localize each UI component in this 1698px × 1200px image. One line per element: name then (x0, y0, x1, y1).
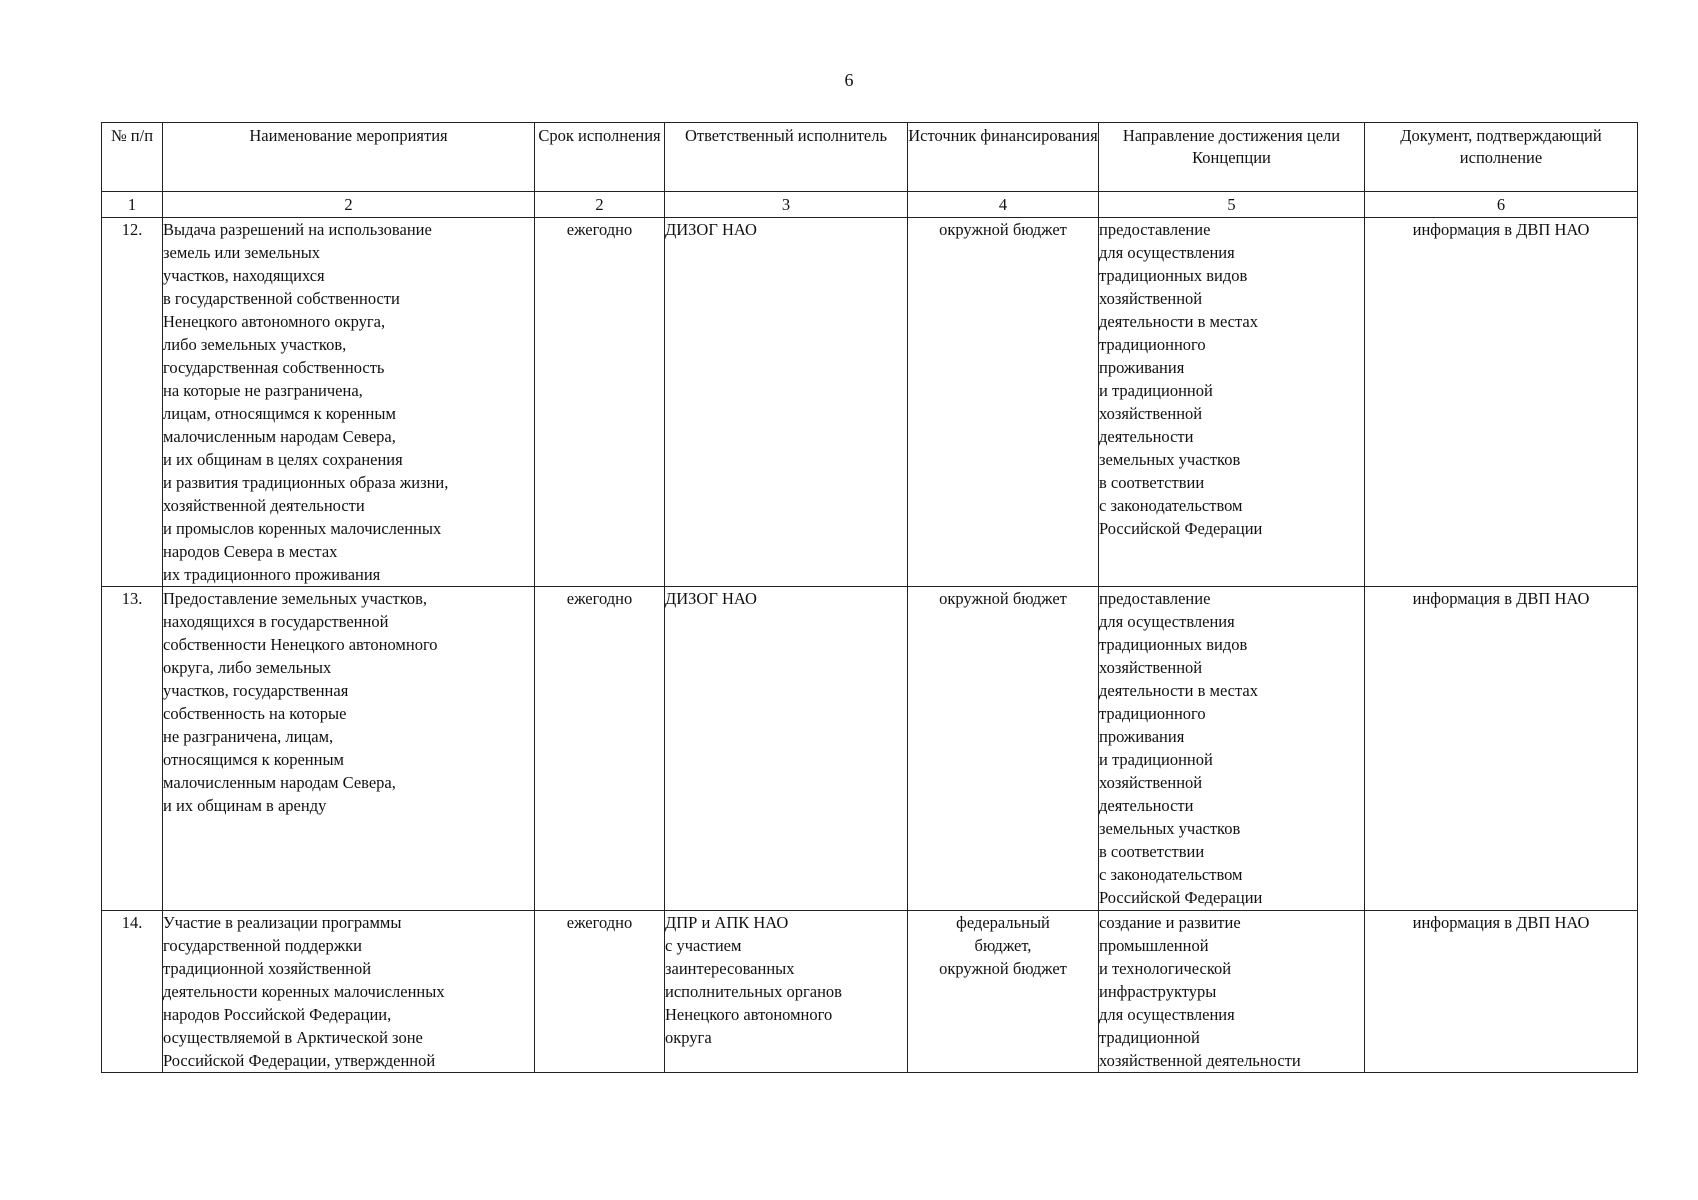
measure-name-line: на которые не разграничена, (163, 381, 363, 400)
header-no: № п/п (102, 123, 163, 192)
concept-direction-line: деятельности в местах (1099, 312, 1258, 331)
term: ежегодно (535, 218, 665, 587)
concept-direction-line: с законодательством (1099, 865, 1243, 884)
concept-direction-line: хозяйственной (1099, 658, 1203, 677)
term: ежегодно (535, 911, 665, 1073)
measure-name-line: в государственной собственности (163, 289, 400, 308)
concept-direction-line: и традиционной (1099, 381, 1213, 400)
measure-name-line: осуществляемой в Арктической зоне (163, 1028, 423, 1047)
concept-direction-line: для осуществления (1099, 612, 1235, 631)
funding-source-line: федеральный (956, 913, 1050, 932)
measure-name-line: Выдача разрешений на использование (163, 220, 432, 239)
measure-name-line: Участие в реализации программы (163, 913, 402, 932)
concept-direction-line: создание и развитие (1099, 913, 1241, 932)
concept-direction-line: традиционного (1099, 704, 1206, 723)
measure-name-line: малочисленным народам Севера, (163, 427, 396, 446)
concept-direction-line: хозяйственной (1099, 773, 1203, 792)
measure-name-line: народов Российской Федерации, (163, 1005, 392, 1024)
executor-line: с участием (665, 936, 742, 955)
concept-direction-line: хозяйственной (1099, 289, 1203, 308)
concept-direction-line: Российской Федерации (1099, 519, 1263, 538)
table-body (102, 218, 1638, 1073)
column-number: 2 (163, 192, 535, 218)
header-source: Источник финансирования (908, 123, 1099, 192)
measure-name-line: собственность на которые (163, 704, 347, 723)
column-number: 5 (1099, 192, 1365, 218)
row-number: 14. (102, 911, 163, 1073)
measure-name-line: и развития традиционных образа жизни, (163, 473, 449, 492)
measure-name-line: хозяйственной деятельности (163, 496, 365, 515)
measures-table (101, 122, 1638, 1073)
concept-direction-line: в соответствии (1099, 842, 1205, 861)
header-document: Документ, подтверждающий исполнение (1365, 123, 1638, 192)
column-number: 3 (665, 192, 908, 218)
concept-direction-line: хозяйственной деятельности (1099, 1051, 1301, 1070)
measure-name-line: народов Севера в местах (163, 542, 338, 561)
concept-direction-line: и традиционной (1099, 750, 1213, 769)
header-executor: Ответственный исполнитель (665, 123, 908, 192)
funding-source (908, 218, 1099, 587)
measure-name-line: малочисленным народам Севера, (163, 773, 396, 792)
funding-source (908, 587, 1099, 911)
executor-line: ДИЗОГ НАО (665, 220, 757, 239)
concept-direction-line: инфраструктуры (1099, 982, 1217, 1001)
measure-name-line: и промыслов коренных малочисленных (163, 519, 442, 538)
concept-direction-line: Российской Федерации (1099, 888, 1263, 907)
row-number: 12. (102, 218, 163, 587)
concept-direction-line: традиционных видов (1099, 266, 1248, 285)
concept-direction-line: деятельности в местах (1099, 681, 1258, 700)
confirming-document: информация в ДВП НАО (1365, 911, 1638, 1073)
concept-direction-line: традиционных видов (1099, 635, 1248, 654)
concept-direction-line: в соответствии (1099, 473, 1205, 492)
measure-name-line: их традиционного проживания (163, 565, 381, 584)
column-number: 1 (102, 192, 163, 218)
row-number: 13. (102, 587, 163, 911)
measure-name-line: и их общинам в аренду (163, 796, 327, 815)
executor (665, 587, 908, 911)
concept-direction-line: деятельности (1099, 427, 1194, 446)
measure-name (163, 911, 535, 1073)
table-row (102, 587, 1638, 911)
measure-name-line: Российской Федерации, утвержденной (163, 1051, 436, 1070)
measure-name-line: либо земельных участков, (163, 335, 347, 354)
concept-direction-line: предоставление (1099, 589, 1211, 608)
executor-line: Ненецкого автономного (665, 1005, 833, 1024)
measure-name-line: Предоставление земельных участков, (163, 589, 428, 608)
concept-direction (1099, 911, 1365, 1073)
executor-line: заинтересованных (665, 959, 795, 978)
measure-name-line: лицам, относящимся к коренным (163, 404, 396, 423)
column-number: 4 (908, 192, 1099, 218)
concept-direction-line: земельных участков (1099, 450, 1241, 469)
term: ежегодно (535, 587, 665, 911)
column-number: 6 (1365, 192, 1638, 218)
measure-name (163, 587, 535, 911)
measure-name-line: находящихся в государственной (163, 612, 389, 631)
header-name: Наименование мероприятия (163, 123, 535, 192)
measure-name-line: не разграничена, лицам, (163, 727, 334, 746)
confirming-document: информация в ДВП НАО (1365, 218, 1638, 587)
column-numbers-row (102, 192, 1638, 218)
funding-source-line: окружной бюджет (939, 220, 1067, 239)
concept-direction-line: хозяйственной (1099, 404, 1203, 423)
concept-direction-line: традиционного (1099, 335, 1206, 354)
table-row (102, 911, 1638, 1073)
executor-line: ДИЗОГ НАО (665, 589, 757, 608)
executor-line: ДПР и АПК НАО (665, 913, 789, 932)
concept-direction-line: для осуществления (1099, 1005, 1235, 1024)
concept-direction-line: и технологической (1099, 959, 1232, 978)
measure-name-line: участков, находящихся (163, 266, 325, 285)
executor (665, 911, 908, 1073)
measure-name-line: и их общинам в целях сохранения (163, 450, 403, 469)
table-row (102, 218, 1638, 587)
concept-direction-line: с законодательством (1099, 496, 1243, 515)
concept-direction-line: проживания (1099, 727, 1185, 746)
measure-name-line: Ненецкого автономного округа, (163, 312, 386, 331)
measure-name-line: участков, государственная (163, 681, 349, 700)
concept-direction-line: деятельности (1099, 796, 1194, 815)
column-number: 2 (535, 192, 665, 218)
measure-name-line: округа, либо земельных (163, 658, 332, 677)
executor (665, 218, 908, 587)
table-header-row (102, 123, 1638, 192)
measure-name-line: государственная собственность (163, 358, 385, 377)
page-number: 6 (844, 70, 854, 90)
concept-direction (1099, 587, 1365, 911)
confirming-document: информация в ДВП НАО (1365, 587, 1638, 911)
concept-direction-line: промышленной (1099, 936, 1209, 955)
funding-source (908, 911, 1099, 1073)
funding-source-line: окружной бюджет (939, 589, 1067, 608)
concept-direction (1099, 218, 1365, 587)
measure-name-line: традиционной хозяйственной (163, 959, 372, 978)
concept-direction-line: проживания (1099, 358, 1185, 377)
executor-line: исполнительных органов (665, 982, 842, 1001)
header-direction: Направление достижения цели Концепции (1099, 123, 1365, 192)
concept-direction-line: традиционной (1099, 1028, 1200, 1047)
concept-direction-line: предоставление (1099, 220, 1211, 239)
executor-line: округа (665, 1028, 712, 1047)
measure-name-line: земель или земельных (163, 243, 321, 262)
funding-source-line: окружной бюджет (939, 959, 1067, 978)
funding-source-line: бюджет, (974, 936, 1032, 955)
measure-name-line: относящимся к коренным (163, 750, 344, 769)
measure-name-line: деятельности коренных малочисленных (163, 982, 445, 1001)
header-term: Срок исполнения (535, 123, 665, 192)
measure-name-line: государственной поддержки (163, 936, 362, 955)
concept-direction-line: для осуществления (1099, 243, 1235, 262)
concept-direction-line: земельных участков (1099, 819, 1241, 838)
measure-name-line: собственности Ненецкого автономного (163, 635, 438, 654)
measure-name (163, 218, 535, 587)
